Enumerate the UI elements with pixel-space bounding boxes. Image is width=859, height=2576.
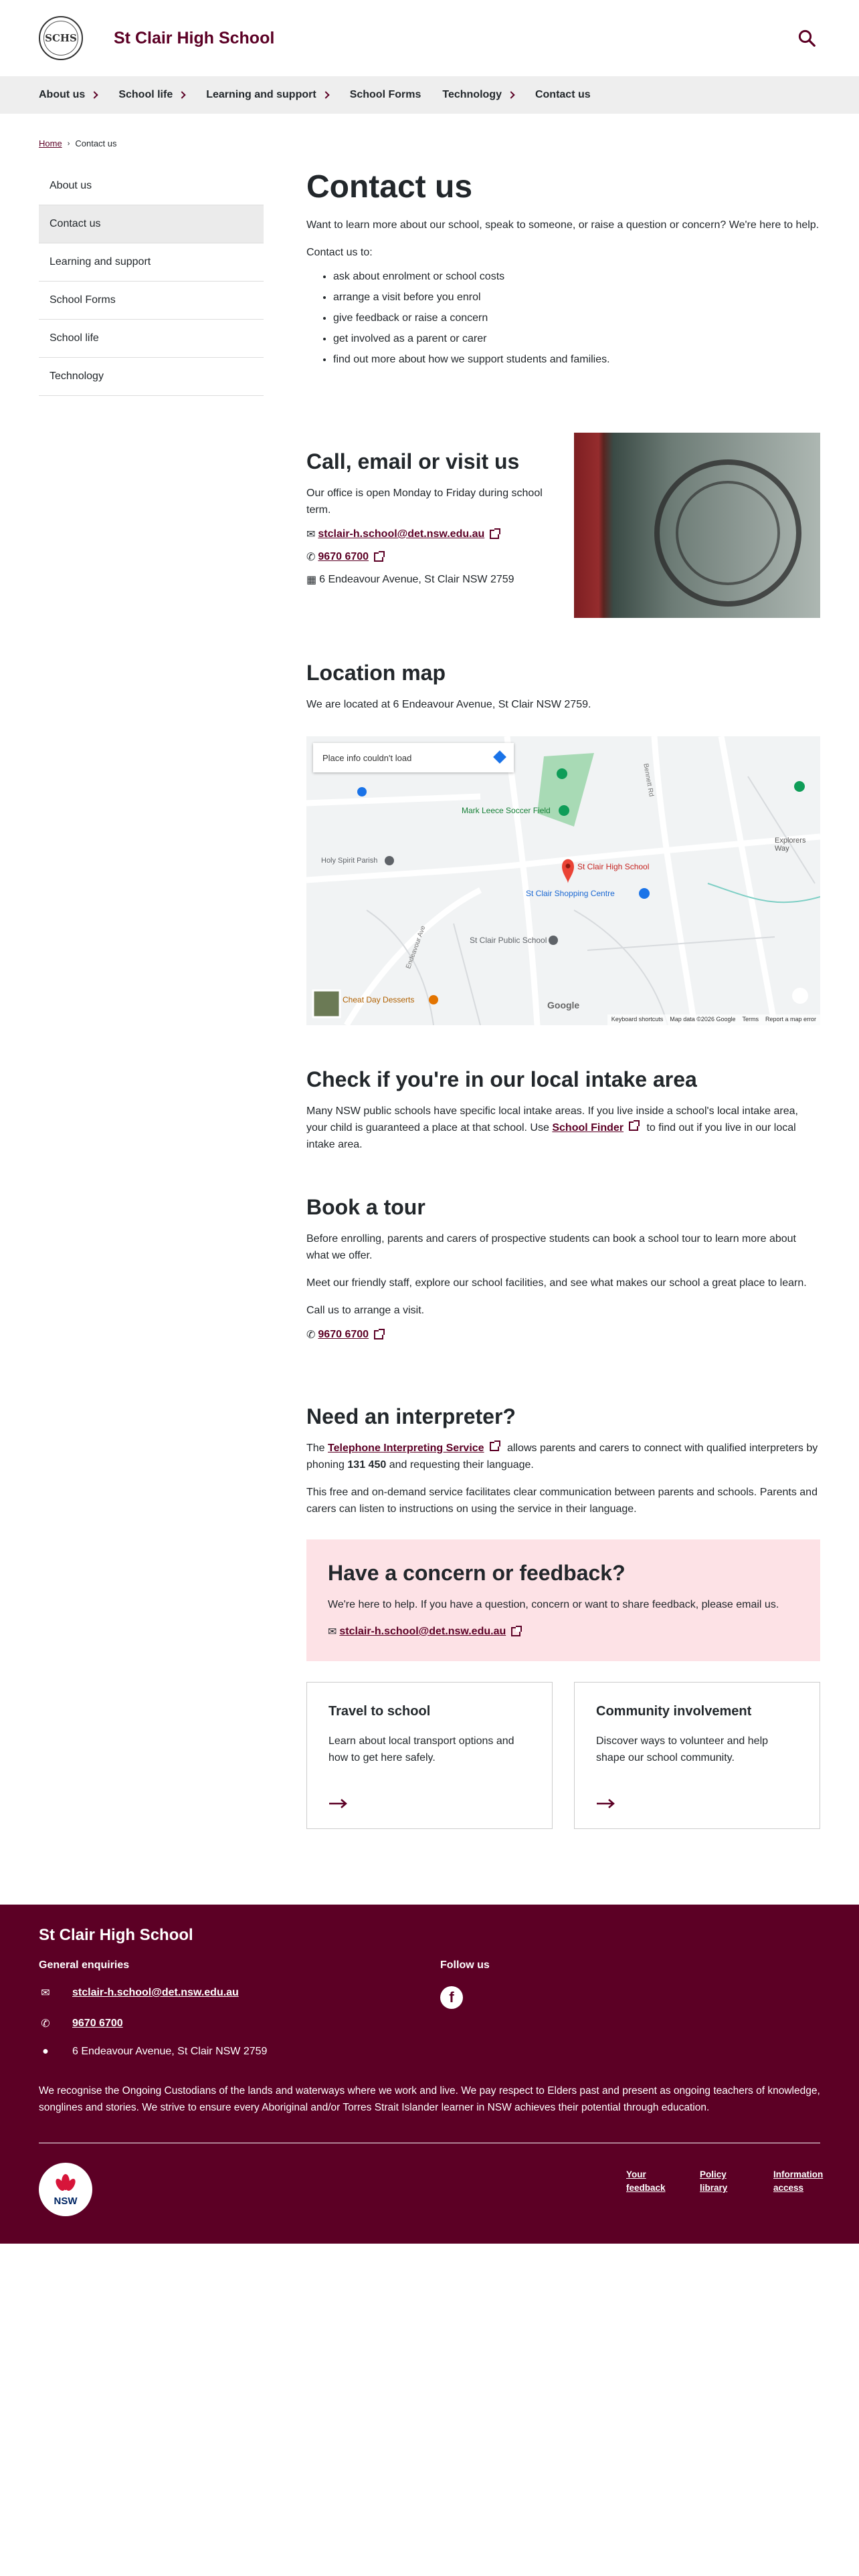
footer-link-feedback[interactable]: Your feedback — [626, 2169, 666, 2193]
arrow-right-icon[interactable] — [596, 1799, 615, 1808]
card-title: Community involvement — [596, 1704, 752, 1719]
footer-title: St Clair High School — [39, 1926, 193, 1944]
site-footer — [0, 1905, 859, 2244]
map-footer-link[interactable]: Keyboard shortcuts — [611, 1016, 664, 1023]
map-footer — [607, 1014, 820, 1025]
interpreter-heading: Need an interpreter? — [306, 1404, 516, 1428]
map-footer-link[interactable]: Report a map error — [765, 1016, 816, 1023]
page-title: Contact us — [306, 169, 473, 205]
nav-label: School Forms — [349, 89, 421, 100]
intro-text: Want to learn more about our school, speak to someone, or raise a question or concern? We're here to help. — [306, 219, 820, 231]
mail-icon: ✉ — [306, 529, 316, 540]
interpreter-text: This free and on-demand service facilitates clear communication between parents and schools. Parents and carers can listen to instructions on using the service in their language. — [306, 1487, 818, 1515]
contact-to-label: Contact us to: — [306, 247, 373, 258]
list-item: • arrange a visit before you enrol — [333, 287, 820, 308]
acknowledgement-text: We recognise the Ongoing Custodians of the lands and waterways where we work and live. We pay respect to Elders past and present as ongoing teachers of knowledge, songlines and stories. We strive to ensure every Aboriginal and/or Torres Strait Islander learner in NSW achieves their potential through education. — [39, 2085, 820, 2113]
main-nav — [0, 76, 859, 114]
map-icon: ▦ — [306, 574, 317, 586]
arrow-right-icon[interactable] — [328, 1799, 347, 1808]
external-link-icon — [374, 1330, 383, 1339]
sidenav-school-forms[interactable]: School Forms — [39, 282, 264, 320]
card-title: Travel to school — [328, 1704, 431, 1719]
map-label-cafe: Cheat Day Desserts — [343, 995, 415, 1004]
tour-heading: Book a tour — [306, 1195, 425, 1219]
map-info-box[interactable] — [313, 743, 514, 772]
sidenav-learning-support[interactable]: Learning and support — [39, 243, 264, 282]
nav-about-us[interactable] — [39, 89, 97, 101]
nsw-logo-text: NSW — [54, 2195, 78, 2207]
interpreter-text — [306, 1440, 820, 1473]
contact-reasons-list — [333, 266, 820, 370]
concern-email-line — [328, 1625, 799, 1638]
side-nav — [39, 167, 264, 396]
map-label-road: Endeavour Ave — [405, 924, 427, 970]
chevron-right-icon — [322, 91, 329, 98]
map-canvas[interactable] — [306, 736, 820, 1025]
list-item: • get involved as a parent or carer — [333, 328, 820, 349]
interpreter-text-part: allows parents and carers to connect with qualified interpreters by phoning — [306, 1442, 818, 1471]
tour-text: Before enrolling, parents and carers of prospective students can book a school tour to learn more about what we offer. — [306, 1233, 796, 1261]
chevron-right-icon: › — [67, 139, 70, 148]
address-text: 6 Endeavour Avenue, St Clair NSW 2759 — [319, 574, 514, 585]
map-label-road: Bennett Rd — [642, 762, 655, 798]
directions-icon[interactable] — [493, 750, 506, 764]
map-heading: Location map — [306, 661, 446, 685]
mail-icon: ✉ — [328, 1626, 337, 1638]
call-section — [306, 449, 554, 586]
school-finder-link[interactable]: School Finder — [552, 1122, 624, 1134]
brand[interactable] — [39, 16, 274, 60]
intake-text-part: to find out if you live in our local intake area. — [306, 1122, 796, 1150]
footer-general-heading: General enquiries — [39, 1959, 130, 1971]
phone-icon: ✆ — [306, 1329, 316, 1341]
nav-school-life[interactable] — [118, 89, 185, 101]
sidenav-technology[interactable]: Technology — [39, 358, 264, 396]
school-sign-photo — [574, 433, 820, 618]
nav-label: Learning and support — [206, 89, 316, 100]
location-map[interactable] — [306, 736, 820, 1025]
chevron-right-icon — [91, 91, 98, 98]
card-community[interactable] — [574, 1682, 820, 1829]
intro-section — [306, 217, 820, 370]
sidenav-contact-us[interactable]: Contact us — [39, 205, 264, 243]
chevron-right-icon — [179, 91, 186, 98]
sidenav-about-us[interactable]: About us — [39, 167, 264, 205]
footer-address: 6 Endeavour Avenue, St Clair NSW 2759 — [72, 2046, 268, 2057]
tour-text: Meet our friendly staff, explore our school facilities, and see what makes our school a great place to learn. — [306, 1277, 807, 1289]
tis-link[interactable]: Telephone Interpreting Service — [328, 1442, 484, 1454]
email-line — [306, 528, 554, 541]
breadcrumb-current: Contact us — [75, 138, 117, 148]
nsw-logo[interactable] — [39, 2163, 92, 2216]
address-line — [306, 573, 554, 586]
tour-phone-line — [306, 1328, 820, 1341]
map-label-school: St Clair High School — [577, 862, 650, 871]
map-label-road: Explorers Way — [775, 837, 806, 853]
map-footer-link[interactable]: Terms — [742, 1016, 759, 1023]
footer-links — [626, 2168, 824, 2195]
external-link-icon — [629, 1121, 638, 1131]
map-text: We are located at 6 Endeavour Avenue, St Clair NSW 2759. — [306, 699, 591, 710]
card-text: Learn about local transport options and how to get here safely. — [328, 1735, 514, 1763]
school-logo[interactable] — [39, 16, 83, 60]
map-label-church: Holy Spirit Parish — [321, 857, 378, 865]
concern-callout — [306, 1539, 820, 1661]
nav-label: About us — [39, 89, 86, 100]
breadcrumb — [39, 138, 117, 148]
concern-text: We're here to help. If you have a question, concern or want to share feedback, please email us. — [328, 1599, 779, 1610]
list-item: • ask about enrolment or school costs — [333, 266, 820, 287]
phone-icon: ✆ — [41, 2018, 50, 2030]
school-seal-inner — [676, 481, 780, 585]
concern-heading: Have a concern or feedback? — [328, 1561, 626, 1585]
logo-text: SCHS — [45, 32, 77, 44]
nav-contact-us[interactable] — [535, 89, 591, 101]
tour-text: Call us to arrange a visit. — [306, 1305, 425, 1316]
waratah-icon — [52, 2173, 79, 2194]
phone-line — [306, 550, 554, 564]
search-icon — [797, 28, 817, 48]
interpreter-section — [306, 1404, 820, 1517]
footer-email-link[interactable]: stclair-h.school@det.nsw.edu.au — [72, 1987, 239, 1998]
phone-link[interactable]: 9670 6700 — [318, 551, 369, 562]
card-text: Discover ways to volunteer and help shape our school community. — [596, 1735, 769, 1763]
cards-row — [306, 1682, 820, 1829]
list-item: • give feedback or raise a concern — [333, 308, 820, 328]
interpreter-text-part: The — [306, 1442, 325, 1454]
concern-email-link[interactable]: stclair-h.school@det.nsw.edu.au — [339, 1626, 506, 1637]
card-travel[interactable] — [306, 1682, 553, 1829]
location-pin-icon: ● — [42, 2046, 49, 2057]
intake-text-part: Many NSW public schools have specific local intake areas. If you live inside a school's local intake area, your child is guaranteed a place at that school. Use — [306, 1105, 798, 1134]
email-link[interactable]: stclair-h.school@det.nsw.edu.au — [318, 528, 485, 540]
nav-technology[interactable] — [442, 89, 514, 101]
call-heading: Call, email or visit us — [306, 449, 520, 473]
external-link-icon — [490, 530, 499, 539]
footer-email-row — [39, 1986, 239, 2000]
site-header — [0, 0, 859, 76]
footer-phone-link[interactable]: 9670 6700 — [72, 2018, 123, 2029]
nav-school-forms[interactable] — [350, 89, 421, 101]
map-label-public-school: St Clair Public School — [470, 936, 547, 945]
map-label-park: Mark Leece Soccer Field — [462, 806, 551, 815]
office-hours: Our office is open Monday to Friday during school term. — [306, 488, 543, 516]
external-link-icon — [374, 552, 383, 562]
search-button[interactable] — [793, 25, 820, 51]
facebook-icon[interactable]: f — [440, 1986, 463, 2009]
intake-heading: Check if you're in our local intake area — [306, 1067, 697, 1091]
nav-label: Contact us — [535, 89, 591, 100]
footer-link-information[interactable]: Information access — [773, 2169, 824, 2193]
nav-label: School life — [118, 89, 173, 100]
nav-label: Technology — [442, 89, 502, 100]
footer-address-row — [39, 2045, 267, 2058]
footer-phone-row — [39, 2017, 123, 2030]
footer-follow-heading: Follow us — [440, 1959, 490, 1971]
mail-icon: ✉ — [41, 1988, 50, 1999]
tour-phone-link[interactable]: 9670 6700 — [318, 1329, 369, 1340]
interpreter-text-part: and requesting their language. — [389, 1459, 534, 1471]
map-footer-text: Map data ©2026 Google — [670, 1016, 736, 1023]
map-section — [306, 661, 820, 713]
site-title[interactable]: St Clair High School — [114, 28, 275, 47]
footer-link-policy[interactable]: Policy library — [700, 2169, 728, 2193]
sidenav-school-life[interactable]: School life — [39, 320, 264, 358]
external-link-icon — [490, 1442, 499, 1451]
chevron-right-icon — [507, 91, 514, 98]
nav-learning-support[interactable] — [206, 89, 328, 101]
tour-section — [306, 1195, 820, 1341]
interpreter-number: 131 450 — [347, 1459, 387, 1471]
breadcrumb-home[interactable]: Home — [39, 138, 62, 148]
phone-icon: ✆ — [306, 552, 316, 563]
intake-text — [306, 1103, 820, 1153]
map-info-text: Place info couldn't load — [322, 752, 412, 763]
google-logo: Google — [547, 1000, 580, 1010]
list-item: • find out more about how we support students and families. — [333, 349, 820, 370]
intake-section — [306, 1067, 820, 1153]
external-link-icon — [511, 1627, 520, 1636]
map-label-shopping: St Clair Shopping Centre — [526, 889, 615, 898]
